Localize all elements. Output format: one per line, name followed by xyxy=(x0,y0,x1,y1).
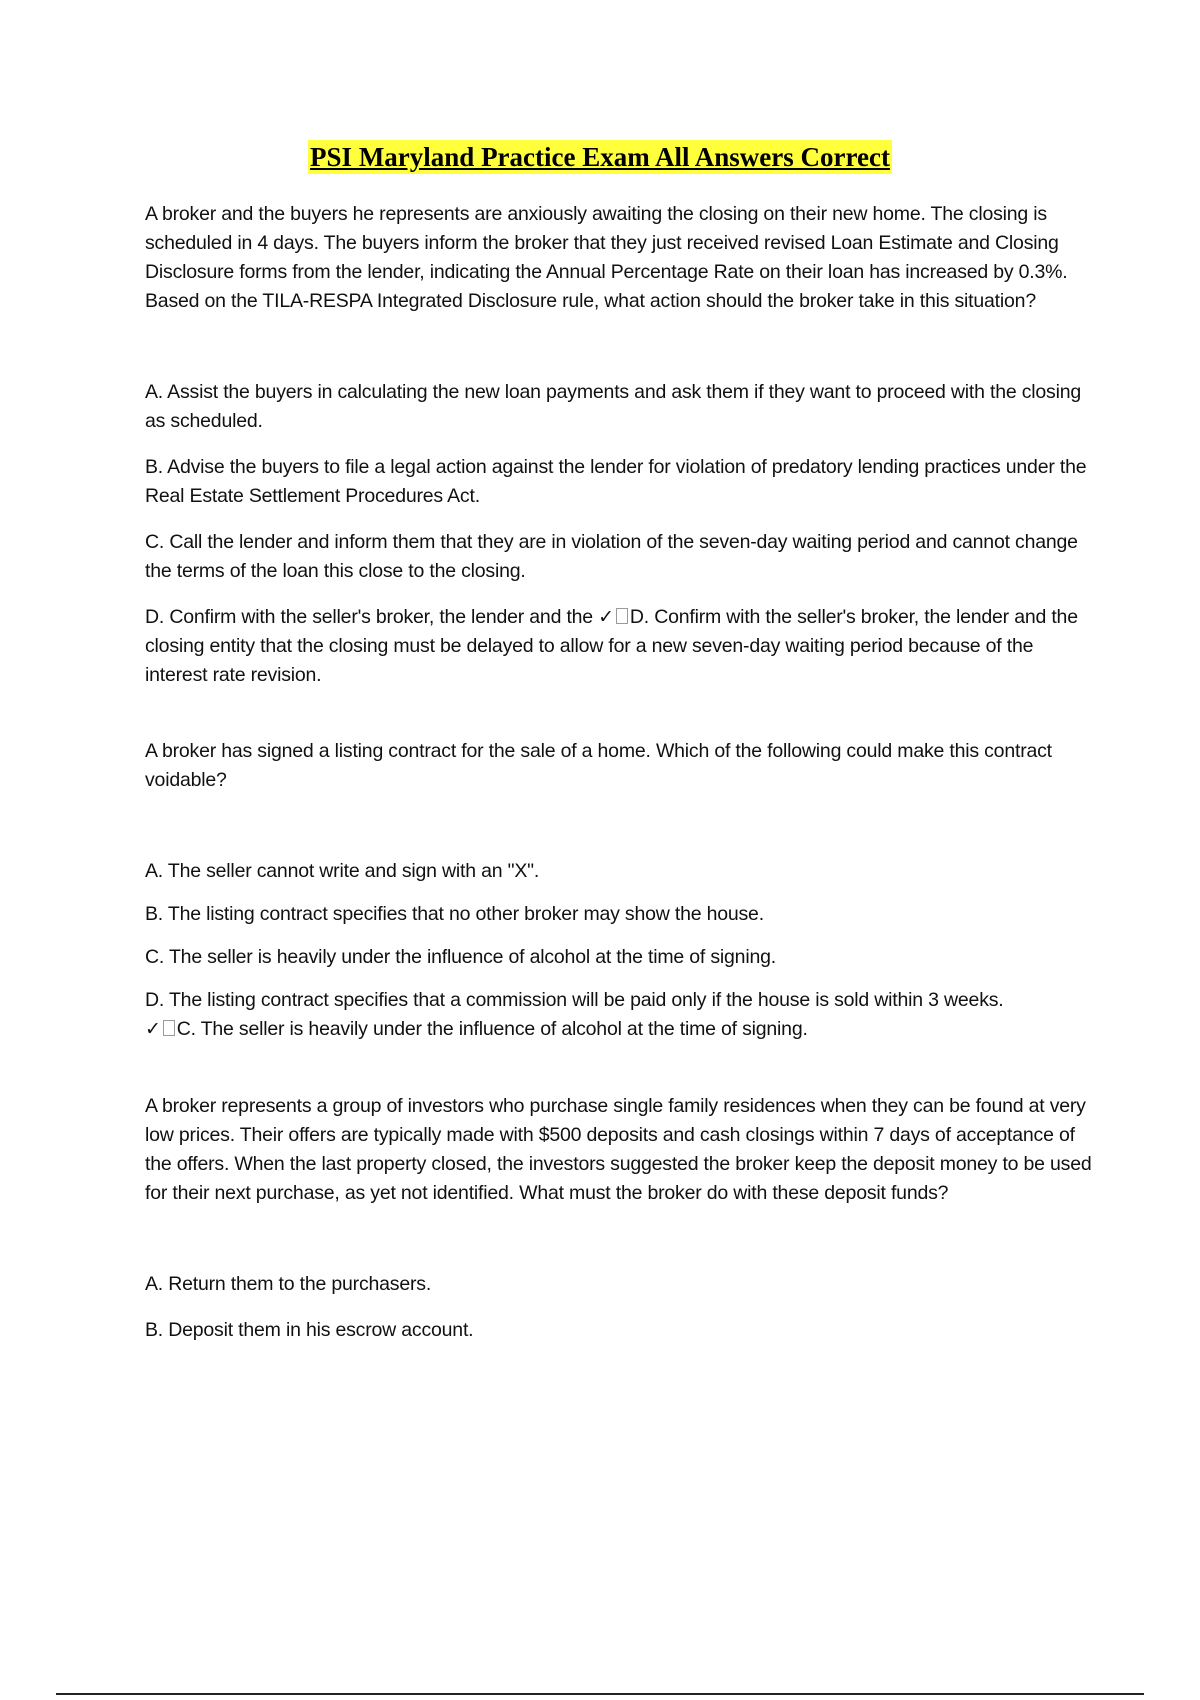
document-title: PSI Maryland Practice Exam All Answers Correct xyxy=(310,142,890,172)
question-2-option-c: C. The seller is heavily under the influence of alcohol at the time of signing. xyxy=(145,946,776,968)
checkmark-icon: ✓ xyxy=(145,1018,161,1040)
question-1-text: A broker and the buyers he represents are anxiously awaiting the closing on their new home. The closing is scheduled in 4 days. The buyers inform the broker that they just received revised Loan Estimate and Closing Disclosure forms from the lender, indicating the Annual Percentage Rate on their loan has increased by 0.3%. Based on the TILA-RESPA Integrated Disclosure rule, what action should the broker take in this situation? xyxy=(145,203,1068,312)
question-2-answer: C. The seller is heavily under the influence of alcohol at the time of signing. xyxy=(176,1018,808,1040)
checkbox-icon xyxy=(163,1020,175,1036)
question-1-option-d-prefix: D. Confirm with the seller's broker, the lender and the xyxy=(145,606,599,628)
checkmark-icon: ✓ xyxy=(598,606,614,628)
question-1-option-c: C. Call the lender and inform them that they are in violation of the seven-day waiting period and cannot change the terms of the loan this close to the closing. xyxy=(145,531,1078,582)
question-2 xyxy=(145,737,1095,1044)
question-3-text: A broker represents a group of investors who purchase single family residences when they can be found at very low prices. Their offers are typically made with $500 deposits and cash closings within 7 days of acceptance of the offers. When the last property closed, the investors suggested the broker keep the deposit money to be used for their next purchase, as yet not identified. What must the broker do with these deposit funds? xyxy=(145,1095,1092,1204)
document-body xyxy=(145,200,1095,1362)
question-1 xyxy=(145,200,1095,690)
question-2-option-d: D. The listing contract specifies that a commission will be paid only if the house is sold within 3 weeks. xyxy=(145,989,1004,1011)
question-1-option-d xyxy=(145,603,1095,690)
question-2-option-b: B. The listing contract specifies that no other broker may show the house. xyxy=(145,903,764,925)
question-3 xyxy=(145,1092,1095,1345)
question-2-option-a: A. The seller cannot write and sign with an "X". xyxy=(145,860,540,882)
title-container xyxy=(0,140,1200,174)
question-2-text: A broker has signed a listing contract for the sale of a home. Which of the following could make this contract voidable? xyxy=(145,740,1052,791)
question-3-option-a: A. Return them to the purchasers. xyxy=(145,1273,432,1295)
question-1-option-b: B. Advise the buyers to file a legal action against the lender for violation of predatory lending practices under the Real Estate Settlement Procedures Act. xyxy=(145,456,1087,507)
question-1-option-a: A. Assist the buyers in calculating the new loan payments and ask them if they want to proceed with the closing as scheduled. xyxy=(145,381,1081,432)
checkbox-icon xyxy=(616,608,628,624)
question-3-option-b: B. Deposit them in his escrow account. xyxy=(145,1319,474,1341)
footer-divider xyxy=(56,1693,1144,1695)
question-2-answer-line xyxy=(145,1015,1095,1044)
question-1-answer: D. Confirm with the seller's broker, the lender and the closing entity that the closing must be delayed to allow for a new seven-day waiting period because of the interest rate revision. xyxy=(145,606,1078,686)
